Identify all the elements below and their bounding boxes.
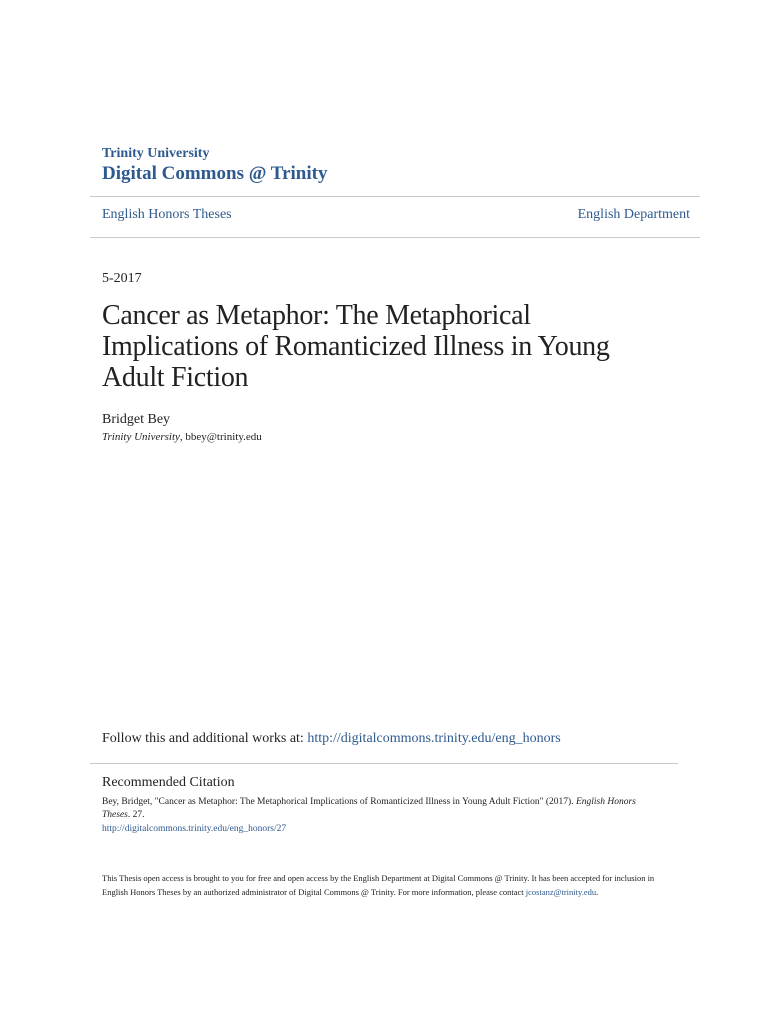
author-name: Bridget Bey: [102, 412, 171, 427]
citation-text: [102, 796, 662, 822]
follow-link[interactable]: http://digitalcommons.trinity.edu/eng_honors: [307, 731, 561, 746]
nav-divider: [90, 237, 700, 238]
citation-link[interactable]: http://digitalcommons.trinity.edu/eng_honors/27: [102, 824, 287, 834]
collection-nav: [102, 207, 690, 223]
affiliation-name: Trinity University: [102, 431, 180, 443]
institution-name[interactable]: Trinity University: [102, 146, 210, 161]
citation-body: Bey, Bridget, "Cancer as Metaphor: The Metaphorical Implications of Romanticized Illness in Young Adult Fiction" (2017).: [102, 797, 576, 807]
repository-header: [102, 146, 327, 186]
citation-heading: Recommended Citation: [102, 775, 235, 790]
author-affiliation: [102, 431, 262, 443]
notice-text: This Thesis open access is brought to you for free and open access by the English Department at Digital Commons @ Trinity. It has been accepted for inclusion in English Honors Theses by an authorized administrator of Digital Commons @ Trinity. For more information, please contact: [102, 873, 655, 897]
author-email: bbey@trinity.edu: [185, 431, 262, 443]
citation-series: English Honors Theses: [102, 797, 636, 820]
thesis-title: Cancer as Metaphor: The Metaphorical Implications of Romanticized Illness in Young Adult Fiction: [102, 300, 610, 393]
notice-end: .: [596, 887, 599, 897]
citation-number: . 27.: [127, 810, 145, 820]
series-link[interactable]: English Honors Theses: [102, 207, 232, 222]
follow-text: Follow this and additional works at:: [102, 731, 308, 746]
access-notice: [102, 871, 672, 899]
citation-divider: [90, 763, 678, 764]
department-link[interactable]: English Department: [577, 207, 690, 222]
repository-name[interactable]: Digital Commons @ Trinity: [102, 163, 328, 184]
publication-date: 5-2017: [102, 271, 142, 286]
top-divider: [90, 196, 700, 197]
contact-email-link[interactable]: jcostanz@trinity.edu: [525, 887, 597, 897]
affiliation-separator: ,: [179, 431, 186, 443]
follow-line: [102, 731, 561, 747]
